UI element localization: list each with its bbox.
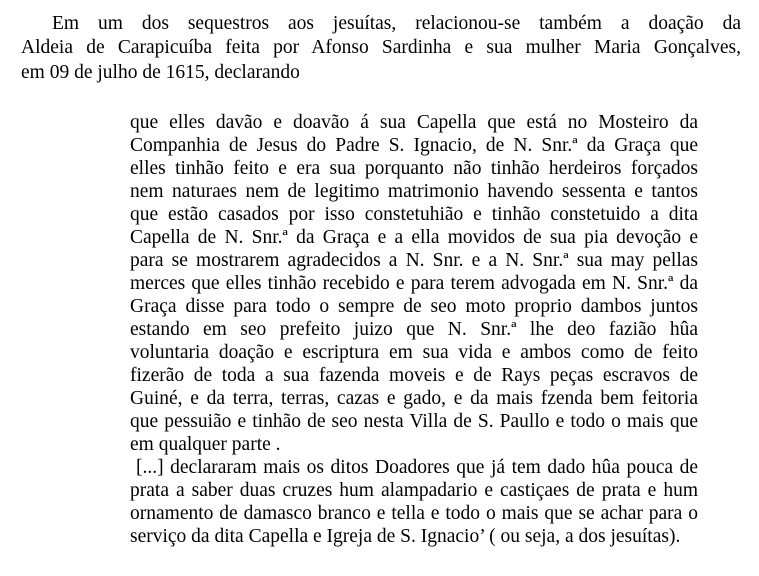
quote-line: prata a saber duas cruzes hum alampadario e castiçaes de prata e hum [130,480,698,501]
quote-line: fizerão de toda a sua fazenda moveis e de Rays peças escravos de [130,365,698,386]
quote-line: serviço da dita Capella e Igreja de S. Ignacio’ ( ou seja, a dos jesuítas). [130,526,681,547]
quote-line: estando em seo prefeito juizo que N. Snr.ª lhe deo fazião hûa [130,319,698,340]
quote-line: merces que elles tinhão recebido e para terem advogada em N. Snr.ª da [130,273,698,294]
quote-line: Capella de N. Snr.ª da Graça e a ella movidos de sua pia devoção e [130,227,698,248]
quote-line: que pessuião e tinhão de seo nesta Villa de S. Paullo e todo o mais que [130,411,698,432]
intro-line: em 09 de julho de 1615, declarando [21,62,300,83]
quote-line: nem naturaes nem de legitimo matrimonio havendo sessenta e tantos [130,181,698,202]
intro-line: Aldeia de Carapicuíba feita por Afonso Sardinha e sua mulher Maria Gonçalves, [21,37,741,58]
quote-line: Guiné, e da terra, terras, cazas e gado, e da mais fzenda bem feitoria [130,388,698,409]
quote-line: voluntaria doação e escriptura em sua vida e ambos como de feito [130,342,698,363]
intro-line: Em um dos sequestros aos jesuítas, relacionou-se também a doação da [52,13,741,34]
quote-line: ornamento de damasco branco e tella e todo o mais que se achar para o [130,503,698,524]
quote-line: elles tinhão feito e era sua porquanto não tinhão herdeiros forçados [130,158,698,179]
quote-line: Graça disse para todo o sempre de seo moto proprio dambos juntos [130,296,698,317]
quote-line: em qualquer parte . [130,434,281,455]
quote-line: [...] declararam mais os ditos Doadores que já tem dado hûa pouca de [136,457,698,478]
quote-line: para se mostrarem agradecidos a N. Snr. e a N. Snr.ª sua may pellas [130,250,698,271]
quote-line: que elles davão e doavão á sua Capella que está no Mosteiro da [130,112,698,133]
quote-line: que estão casados por isso constetuhião e tinhão constetuido a dita [130,204,698,225]
quote-line: Companhia de Jesus do Padre S. Ignacio, de N. Snr.ª da Graça que [130,135,698,156]
